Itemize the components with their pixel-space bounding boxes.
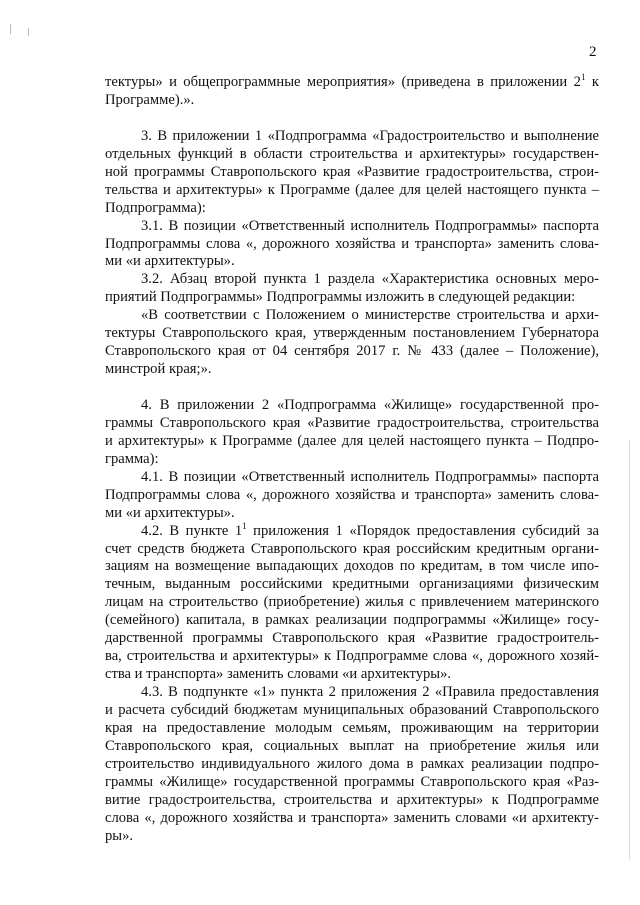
body-line: 4.1. В позиции «Ответственный исполнитель Подпрограммы» паспорта [141, 468, 599, 485]
body-line: ми «и архитектуры». [105, 253, 235, 270]
body-line: ми «и архитектуры». [105, 504, 235, 521]
body-line: лицам на строительство (приобретение) жилья с привлечением материнского [105, 594, 599, 611]
body-line: 3. В приложении 1 «Подпрограмма «Градостроительство и выполнение [141, 127, 599, 144]
scan-mark-top [10, 24, 11, 34]
body-line: зациям на возмещение выпадающих доходов по кредитам, в том числе ипо- [105, 558, 599, 575]
body-line: ной программы Ставропольского края «Развитие градостроительства, строи- [105, 163, 599, 180]
body-line: и архитектуры» к Программе (далее для целей настоящего пункта – Подпро- [105, 432, 599, 449]
body-line: минстрой края;». [105, 361, 212, 378]
body-line: Ставропольского края, социальных выплат на приобретение жилья или [105, 737, 599, 754]
body-line: граммы «Жилище» государственной программы Ставропольского края «Раз- [105, 773, 599, 790]
body-line: Ставропольского края от 04 сентября 2017 г. № 433 (далее – Положение), [105, 343, 599, 360]
body-line: ства и транспорта» заменить словами «и архитектуры». [105, 666, 452, 683]
body-line: счет средств бюджета Ставропольского края российским кредитным органи- [105, 540, 599, 557]
body-line: Подпрограммы слова «, дорожного хозяйства и транспорта» заменить слова- [105, 235, 599, 252]
body-line: приятий Подпрограммы» Подпрограммы изложить в следующей редакции: [105, 289, 576, 306]
body-line: 3.1. В позиции «Ответственный исполнитель Подпрограммы» паспорта [141, 217, 599, 234]
body-line: 3.2. Абзац второй пункта 1 раздела «Характеристика основных меро- [141, 271, 599, 288]
body-line: Программе).». [105, 91, 195, 108]
body-line: 4.2. В пункте $1^1$ приложения 1 «Порядок предоставления субсидий за [141, 520, 599, 539]
body-line: граммы Ставропольского края «Развитие градостроительства, строительства [105, 414, 599, 431]
body-line: ры». [105, 827, 134, 844]
body-line: Подпрограммы слова «, дорожного хозяйства и транспорта» заменить слова- [105, 486, 599, 503]
body-line: тектуры Ставропольского края, утвержденным постановлением Губернатора [105, 325, 599, 342]
page-number: 2 [589, 44, 597, 60]
body-line: тельства и архитектуры» к Программе (далее для целей настоящего пункта – [105, 181, 599, 198]
body-line: течным, выданным российскими кредитными организациями физическим [105, 576, 599, 593]
body-line: края на предоставление молодым семьям, проживающим на территории [105, 719, 599, 736]
body-line: строительство индивидуального жилого дома в рамках реализации подпро- [105, 755, 599, 772]
body-line: 4. В приложении 2 «Подпрограмма «Жилище» государственной про- [141, 397, 599, 413]
body-line: и расчета субсидий бюджетам муниципальных образований Ставропольского [105, 701, 599, 718]
body-line: грамма): [105, 450, 159, 467]
body-line: отдельных функций в области строительства и архитектуры» государствен- [105, 145, 599, 162]
scan-mark-right [629, 440, 630, 860]
scan-mark-top-2 [28, 28, 29, 36]
body-line: «В соответствии с Положением о министерстве строительства и архи- [141, 307, 599, 324]
body-line: Подпрограмма): [105, 199, 206, 216]
body-line: витие градостроительства, строительства и архитектуры» к Подпрограмме [105, 791, 599, 808]
document-body [105, 74, 599, 845]
body-line: слова «, дорожного хозяйства и транспорта» заменить словами «и архитекту- [105, 809, 599, 826]
body-line: ва, строительства и архитектуры» к Подпрограмме слова «, дорожного хозяй- [105, 648, 599, 665]
body-line: (семейного) капитала, в рамках реализации подпрограммы «Жилище» госу- [105, 612, 599, 629]
body-line: тектуры» и общепрограммные мероприятия» (приведена в приложении $2^1$ к [105, 72, 599, 90]
body-line: дарственной программы Ставропольского края «Развитие градостроитель- [105, 630, 599, 647]
body-line: 4.3. В подпункте «1» пункта 2 приложения 2 «Правила предоставления [141, 684, 599, 700]
